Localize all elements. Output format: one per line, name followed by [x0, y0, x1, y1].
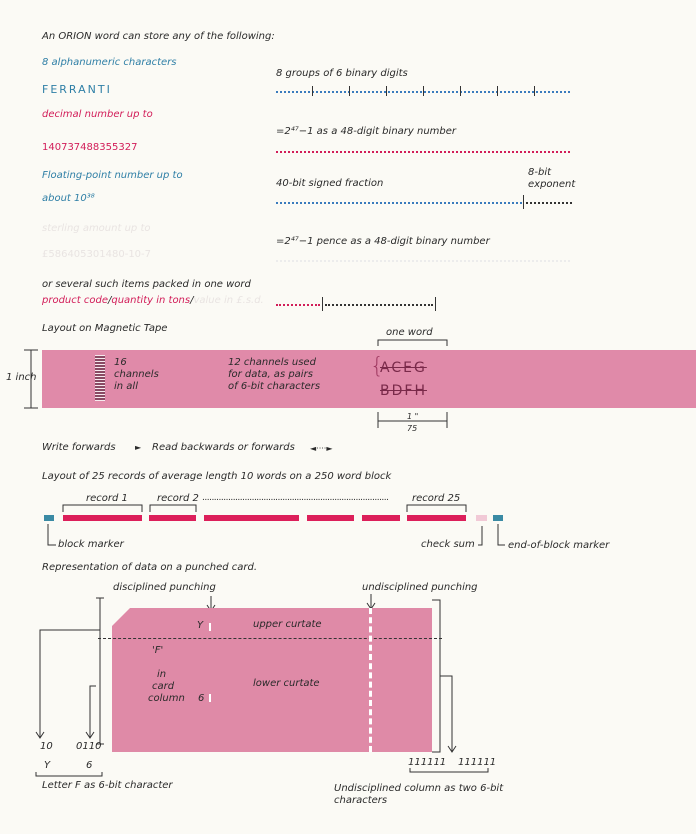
undisciplined-column: [369, 608, 372, 752]
bits-six: 0110: [76, 741, 102, 752]
packed-value: value in £.s.d.: [193, 295, 264, 306]
channels-line: 16: [114, 357, 127, 368]
float-desc: 40-bit signed fraction: [276, 178, 384, 189]
block-marker: [44, 515, 54, 521]
end-marker-label: end-of-block marker: [508, 540, 610, 551]
y-row-label: Y: [197, 620, 204, 631]
check-sum-label: check sum: [421, 539, 475, 550]
packed-slash: /: [190, 295, 194, 306]
f-char-label: 'F': [152, 645, 164, 656]
ones-second: 111111: [458, 757, 497, 768]
curtate-divider: [98, 638, 442, 639]
record-segment: [204, 515, 299, 521]
y-punch-hole: [209, 623, 211, 631]
float-label-2: about 10³⁸: [42, 193, 95, 204]
disciplined-label: disciplined punching: [113, 582, 216, 593]
alpha-desc: 8 groups of 6 binary digits: [276, 68, 408, 79]
sterling-desc: =2⁴⁷−1 pence as a 48-digit binary number: [276, 236, 490, 247]
lower-curtate-label: lower curtate: [253, 678, 320, 689]
alpha-label: 8 alphanumeric characters: [42, 57, 177, 68]
record-segment: [149, 515, 196, 521]
tape-channels-icon: [95, 355, 105, 401]
float-exp-line1: 8-bit: [528, 167, 552, 178]
decimal-example: 140737488355327: [42, 142, 138, 153]
card-label: card: [152, 681, 175, 692]
card-title: Representation of data on a punched card.: [42, 562, 258, 573]
tape-chars-row2: BDFH: [380, 383, 427, 399]
record-segment: [362, 515, 400, 521]
six-punch-hole: [209, 694, 211, 702]
float-exp-line2: exponent: [528, 179, 576, 190]
channels-line: channels: [114, 369, 159, 380]
spacing-num: 1 ": [407, 412, 419, 421]
packed-product: product code: [42, 295, 108, 306]
undisciplined-caption-1: Undisciplined column as two 6-bit: [334, 783, 504, 794]
ones-first: 111111: [408, 757, 447, 768]
records-continuation: ...............................................................................: [202, 493, 389, 503]
tape-title: Layout on Magnetic Tape: [42, 323, 168, 334]
packed-slash: /: [107, 295, 112, 306]
undisciplined-label: undisciplined punching: [362, 582, 478, 593]
packed-quantity: quantity in tons: [111, 295, 191, 306]
record-segment: [307, 515, 354, 521]
sub-six: 6: [86, 760, 93, 771]
record25-label: record 25: [412, 493, 461, 504]
record2-label: record 2: [157, 493, 199, 504]
brace-icon: {: [370, 354, 384, 379]
tape-chars-row1: ACEG: [380, 360, 427, 376]
bits-y: 10: [40, 741, 53, 752]
block-title: Layout of 25 records of average length 10 words on a 250 word block: [42, 471, 392, 482]
record-segment: [63, 515, 142, 521]
in-label: in: [157, 669, 167, 680]
column-label: column: [148, 693, 185, 704]
spacing-den: 75: [407, 424, 418, 433]
intro-text: An ORION word can store any of the following:: [42, 31, 275, 42]
sterling-example: £586405301480-10-7: [42, 249, 152, 260]
used-line: for data, as pairs: [228, 369, 313, 380]
decimal-desc: =2⁴⁷−1 as a 48-digit binary number: [276, 126, 457, 137]
one-word-label: one word: [386, 327, 433, 338]
record1-label: record 1: [86, 493, 128, 504]
float-label: Floating-point number up to: [42, 170, 183, 181]
record-segment: [407, 515, 466, 521]
channels-line: in all: [114, 381, 138, 392]
alpha-example: FERRANTI: [42, 83, 112, 96]
forward-arrow-icon: ►: [135, 443, 142, 452]
used-line: 12 channels used: [228, 357, 316, 368]
inch-label: 1 inch: [6, 372, 37, 383]
block-marker-label: block marker: [58, 539, 124, 550]
check-sum-segment: [476, 515, 487, 521]
sterling-label: sterling amount up to: [42, 223, 151, 234]
letter-f-caption: Letter F as 6-bit character: [42, 780, 173, 791]
write-label: Write forwards: [42, 442, 116, 453]
undisciplined-caption-2: characters: [334, 795, 388, 806]
sub-y: Y: [44, 760, 51, 771]
used-line: of 6-bit characters: [228, 381, 321, 392]
end-of-block-marker: [493, 515, 503, 521]
decimal-label: decimal number up to: [42, 109, 153, 120]
packed-intro: or several such items packed in one word: [42, 279, 251, 290]
read-label: Read backwards or forwards: [152, 442, 295, 453]
six-row-label: 6: [198, 693, 205, 704]
upper-curtate-label: upper curtate: [253, 619, 322, 630]
bidirectional-arrow-icon: ◄····►: [310, 444, 333, 453]
